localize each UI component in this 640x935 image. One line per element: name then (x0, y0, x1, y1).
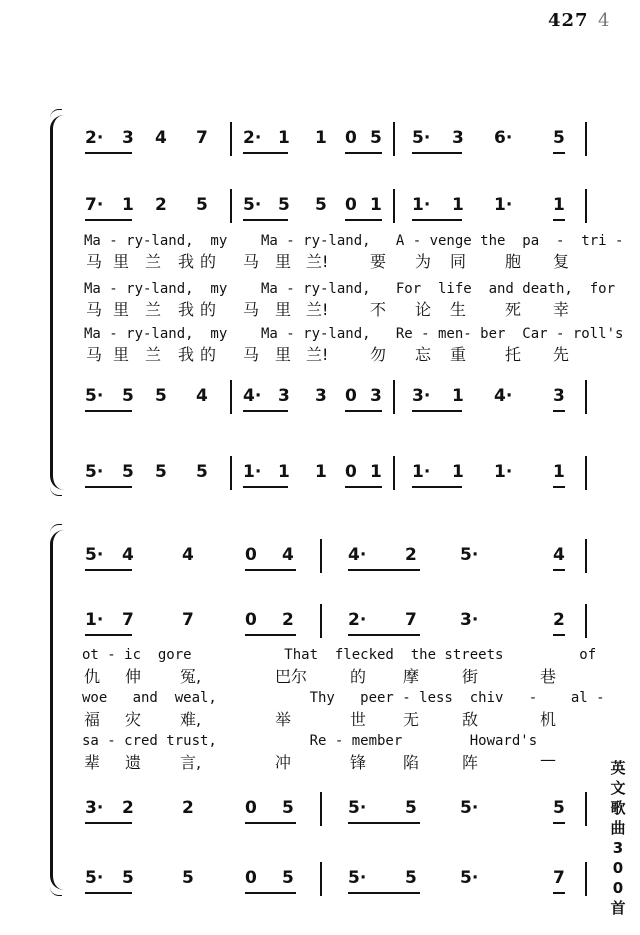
lyric-chinese: 世 (350, 710, 367, 729)
lyric-chinese: 无 (403, 710, 420, 729)
lyric-chinese: 兰! (306, 252, 329, 271)
jianpu-note: 2 (282, 610, 294, 630)
lyric-chinese: 托 (505, 345, 522, 364)
beam-line (553, 410, 565, 412)
side-char: 曲 (610, 819, 626, 837)
jianpu-note: 1· (85, 610, 104, 630)
jianpu-note: 5 (553, 798, 565, 818)
beam-line (348, 892, 420, 894)
side-char: 0 (612, 879, 624, 897)
lyric-chinese: 重 (450, 345, 467, 364)
lyric-chinese: 仇 (84, 667, 101, 686)
jianpu-note: 0 (345, 386, 357, 406)
beam-line (412, 486, 462, 488)
lyric-chinese: 灾 (125, 710, 142, 729)
side-char: 英 (610, 759, 626, 777)
jianpu-note: 4 (122, 545, 134, 565)
barline (230, 380, 232, 414)
beam-line (345, 486, 382, 488)
barline (393, 122, 395, 156)
lyric-chinese: 里 (113, 252, 130, 271)
beam-line (85, 410, 132, 412)
jianpu-note: 3 (315, 386, 327, 406)
jianpu-note: 5 (405, 868, 417, 888)
jianpu-note: 4· (348, 545, 367, 565)
lyric-chinese: 幸 (553, 300, 570, 319)
lyric-chinese: 我 (178, 300, 195, 319)
jianpu-note: 0 (345, 128, 357, 148)
jianpu-note: 5 (278, 195, 290, 215)
beam-line (85, 822, 132, 824)
lyric-chinese: 兰 (145, 252, 162, 271)
jianpu-note: 7 (405, 610, 417, 630)
jianpu-note: 1 (553, 462, 565, 482)
jianpu-note: 5 (155, 386, 167, 406)
jianpu-note: 1 (315, 128, 327, 148)
jianpu-note: 5· (348, 798, 367, 818)
beam-line (85, 219, 132, 221)
lyric-chinese: 福 (84, 710, 101, 729)
barline (320, 862, 322, 896)
lyric-chinese: 的 (200, 345, 217, 364)
lyric-chinese: 里 (275, 345, 292, 364)
beam-line (243, 486, 288, 488)
jianpu-note: 7 (122, 610, 134, 630)
lyric-chinese: 论 (415, 300, 432, 319)
jianpu-note: 5· (412, 128, 431, 148)
jianpu-note: 5· (243, 195, 262, 215)
beam-line (245, 892, 296, 894)
jianpu-note: 4 (196, 386, 208, 406)
beam-line (243, 152, 288, 154)
system-2-brace (50, 530, 69, 890)
lyric-chinese: 死 (505, 300, 522, 319)
lyric-chinese: 马 (86, 252, 103, 271)
lyric-chinese: 兰 (145, 300, 162, 319)
lyric-chinese: 机 (540, 710, 557, 729)
lyric-chinese: 街 (462, 667, 479, 686)
jianpu-note: 4 (553, 545, 565, 565)
jianpu-note: 2 (122, 798, 134, 818)
jianpu-note: 1 (370, 462, 382, 482)
lyric-chinese: 兰 (145, 345, 162, 364)
lyric-chinese: 马 (243, 300, 260, 319)
lyric-chinese: 复 (553, 252, 570, 271)
jianpu-note: 1· (412, 462, 431, 482)
jianpu-note: 5 (282, 798, 294, 818)
jianpu-note: 3 (122, 128, 134, 148)
lyric-chinese: 同 (450, 252, 467, 271)
jianpu-note: 0 (345, 462, 357, 482)
lyric-chinese: 马 (243, 345, 260, 364)
lyric-chinese: 敌 (462, 710, 479, 729)
barline (585, 604, 587, 638)
beam-line (348, 822, 420, 824)
system-1-brace (50, 115, 69, 490)
beam-line (245, 822, 296, 824)
lyric-chinese: 我 (178, 252, 195, 271)
jianpu-note: 3 (553, 386, 565, 406)
barline (320, 539, 322, 573)
lyric-chinese: — (540, 750, 556, 769)
barline (585, 122, 587, 156)
jianpu-note: 3· (460, 610, 479, 630)
jianpu-note: 5· (460, 868, 479, 888)
jianpu-note: 2· (85, 128, 104, 148)
beam-line (245, 634, 296, 636)
jianpu-note: 2· (348, 610, 367, 630)
barline (320, 792, 322, 826)
jianpu-note: 1· (494, 462, 513, 482)
jianpu-note: 3· (412, 386, 431, 406)
barline (230, 122, 232, 156)
barline (230, 456, 232, 490)
jianpu-note: 2 (155, 195, 167, 215)
jianpu-note: 2· (243, 128, 262, 148)
jianpu-note: 5 (315, 195, 327, 215)
barline (320, 604, 322, 638)
lyric-chinese: 遗 (125, 753, 142, 772)
jianpu-note: 5· (348, 868, 367, 888)
jianpu-note: 5· (85, 545, 104, 565)
jianpu-note: 7 (182, 610, 194, 630)
lyric-chinese: 言, (180, 753, 202, 772)
lyric-chinese: 锋 (350, 753, 367, 772)
lyric-chinese: 里 (113, 300, 130, 319)
lyric-chinese: 的 (200, 252, 217, 271)
jianpu-note: 0 (245, 545, 257, 565)
jianpu-note: 7· (85, 195, 104, 215)
lyric-chinese: 马 (86, 345, 103, 364)
beam-line (243, 410, 288, 412)
jianpu-note: 5 (370, 128, 382, 148)
jianpu-note: 0 (245, 868, 257, 888)
jianpu-note: 5 (122, 386, 134, 406)
jianpu-note: 4 (155, 128, 167, 148)
lyric-chinese: 不 (370, 300, 387, 319)
lyric-chinese: 冲 (275, 753, 292, 772)
lyric-chinese: 的 (350, 667, 367, 686)
jianpu-note: 5· (85, 462, 104, 482)
jianpu-note: 2 (405, 545, 417, 565)
jianpu-note: 3 (370, 386, 382, 406)
jianpu-note: 5 (196, 462, 208, 482)
page-number-suffix: 4 (598, 10, 610, 31)
lyric-chinese: 巷 (540, 667, 557, 686)
side-char: 首 (610, 899, 626, 917)
jianpu-note: 3 (278, 386, 290, 406)
beam-line (345, 152, 382, 154)
jianpu-note: 1 (553, 195, 565, 215)
jianpu-note: 1 (278, 462, 290, 482)
beam-line (412, 219, 462, 221)
jianpu-note: 0 (245, 798, 257, 818)
jianpu-note: 2 (553, 610, 565, 630)
jianpu-note: 5· (85, 868, 104, 888)
jianpu-note: 1 (452, 195, 464, 215)
barline (585, 456, 587, 490)
lyric-chinese: 马 (86, 300, 103, 319)
jianpu-note: 1 (315, 462, 327, 482)
jianpu-note: 1 (122, 195, 134, 215)
jianpu-note: 5· (85, 386, 104, 406)
lyric-chinese: 马 (243, 252, 260, 271)
lyric-english: woe and weal, Thy peer - less chiv - al - (82, 690, 605, 706)
lyric-english: Ma - ry-land, my Ma - ry-land, For life and death, for (84, 281, 616, 297)
jianpu-note: 4 (282, 545, 294, 565)
lyric-chinese: 先 (553, 345, 570, 364)
jianpu-note: 4· (494, 386, 513, 406)
beam-line (412, 152, 462, 154)
jianpu-note: 6· (494, 128, 513, 148)
beam-line (553, 892, 565, 894)
jianpu-note: 3 (452, 128, 464, 148)
lyric-chinese: 巴尔 (275, 667, 308, 686)
barline (230, 189, 232, 223)
jianpu-note: 5 (155, 462, 167, 482)
jianpu-note: 5· (460, 545, 479, 565)
beam-line (85, 634, 132, 636)
lyric-chinese: 要 (370, 252, 387, 271)
lyric-chinese: 阵 (462, 753, 479, 772)
barline (585, 539, 587, 573)
lyric-chinese: 胞 (505, 252, 522, 271)
side-char: 文 (610, 779, 626, 797)
beam-line (345, 219, 382, 221)
barline (585, 189, 587, 223)
beam-line (553, 219, 565, 221)
jianpu-note: 2 (182, 798, 194, 818)
beam-line (553, 634, 565, 636)
beam-line (243, 219, 288, 221)
lyric-chinese: 生 (450, 300, 467, 319)
barline (585, 380, 587, 414)
side-char: 0 (612, 859, 624, 877)
lyric-chinese: 里 (113, 345, 130, 364)
jianpu-note: 5 (182, 868, 194, 888)
lyric-chinese: 忘 (415, 345, 432, 364)
jianpu-note: 5 (122, 868, 134, 888)
jianpu-note: 4 (182, 545, 194, 565)
page-number: 427 (548, 10, 589, 31)
lyric-chinese: 兰! (306, 300, 329, 319)
jianpu-note: 0 (245, 610, 257, 630)
book-title-side-label (608, 758, 628, 918)
barline (393, 456, 395, 490)
barline (393, 189, 395, 223)
beam-line (553, 822, 565, 824)
jianpu-note: 5 (122, 462, 134, 482)
beam-line (85, 892, 132, 894)
beam-line (412, 410, 462, 412)
lyric-chinese: 勿 (370, 345, 387, 364)
beam-line (348, 634, 420, 636)
beam-line (85, 152, 132, 154)
barline (585, 862, 587, 896)
jianpu-note: 1· (243, 462, 262, 482)
lyric-chinese: 里 (275, 252, 292, 271)
lyric-english: Ma - ry-land, my Ma - ry-land, A - venge the pa - tri - (84, 233, 624, 249)
barline (585, 792, 587, 826)
beam-line (553, 486, 565, 488)
lyric-chinese: 冤, (180, 667, 202, 686)
jianpu-note: 5 (282, 868, 294, 888)
lyric-english: sa - cred trust, Re - member Howard's (82, 733, 538, 749)
lyric-chinese: 举 (275, 710, 292, 729)
lyric-english: Ma - ry-land, my Ma - ry-land, Re - men- ber Car - roll's (84, 326, 624, 342)
barline (393, 380, 395, 414)
beam-line (245, 569, 296, 571)
beam-line (345, 410, 382, 412)
lyric-chinese: 难, (180, 710, 202, 729)
lyric-chinese: 伸 (125, 667, 142, 686)
lyric-chinese: 我 (178, 345, 195, 364)
beam-line (85, 486, 132, 488)
jianpu-note: 1· (412, 195, 431, 215)
jianpu-note: 7 (553, 868, 565, 888)
beam-line (85, 569, 132, 571)
jianpu-note: 1 (452, 462, 464, 482)
jianpu-note: 4· (243, 386, 262, 406)
jianpu-note: 1 (452, 386, 464, 406)
lyric-chinese: 里 (275, 300, 292, 319)
side-char: 歌 (610, 799, 626, 817)
side-char: 3 (612, 839, 624, 857)
jianpu-note: 5 (553, 128, 565, 148)
lyric-chinese: 摩 (403, 667, 420, 686)
beam-line (553, 569, 565, 571)
jianpu-note: 1 (278, 128, 290, 148)
lyric-english: ot - ic gore That flecked the streets of (82, 647, 597, 663)
jianpu-note: 1· (494, 195, 513, 215)
jianpu-note: 5 (196, 195, 208, 215)
lyric-chinese: 辈 (84, 753, 101, 772)
jianpu-note: 5 (405, 798, 417, 818)
beam-line (553, 152, 565, 154)
jianpu-note: 3· (85, 798, 104, 818)
jianpu-note: 5· (460, 798, 479, 818)
lyric-chinese: 陷 (403, 753, 420, 772)
jianpu-note: 0 (345, 195, 357, 215)
beam-line (348, 569, 420, 571)
jianpu-note: 1 (370, 195, 382, 215)
jianpu-note: 7 (196, 128, 208, 148)
lyric-chinese: 为 (415, 252, 432, 271)
lyric-chinese: 兰! (306, 345, 329, 364)
lyric-chinese: 的 (200, 300, 217, 319)
